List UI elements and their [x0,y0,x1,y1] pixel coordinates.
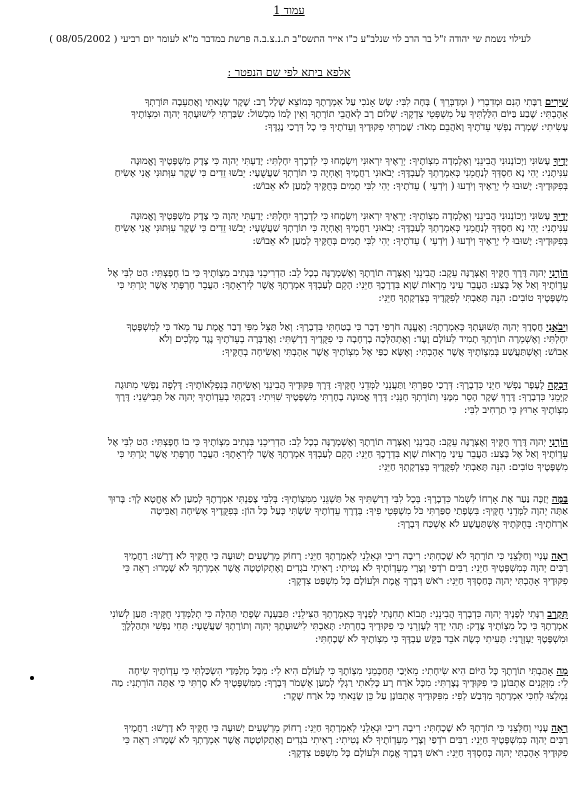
section-lead-word: רְאֵה [551,551,568,562]
section-lead-word: הוֹרֵנִי [549,268,568,279]
section-line [12,211,568,223]
section-line-text: יִחָלְתִּי: וְאֶשְׁמְרָה תוֹרָתְךָ תָמִיד לְעוֹלָם וָעֶד: וְאֶתְהַלְּכָה בָרְחָבָה כִּי פִקֻּדֶיךָ דָרָשְׁתִּי: וַאֲדַבְּרָה בְעֵדֹתֶיךָ נֶגֶד מְלָכִים וְלֹא [158,334,568,346]
page-number [0,4,578,17]
psalm-section [12,268,568,305]
page-heading-text: אלפא ביתא לפי שם הנפטר : [227,66,351,79]
section-line-text: עָשׂוּנִי וַיְכוֹנְנוּנִי הֲבִינֵנִי וְאֶלְמְדָה מִצְוֹתֶיךָ: יְרֵאֶיךָ יִרְאוּנִי וְיִשְׂמָחוּ כִּי לִדְבָרְךָ יִחָלְתִּי: יָדַעְתִּי יְהוָה כִּי צֶדֶק מִשְׁפָּטֶיךָ וֶאֱמוּנָה [130,156,551,167]
section-line-text: אָהַבְתִּי תוֹרָתֶךָ כָּל הַיּוֹם הִיא שִׂיחָתִי: מֵאֹיְבַי תְּחַכְּמֵנִי מִצְוֹתֶךָ כִּי לְעוֹלָם הִיא לִי: מִכָּל מְלַמְּדַי הִשְׂכַּלְתִּי כִּי עֵדְוֹתֶיךָ שִׂיחָה [128,666,554,677]
section-line [12,223,568,235]
section-line-text: עָשִׂיתִי: שָׁמְרָה נַפְשִׁי עֵדֹתֶיךָ וָאֹהֲבֵם מְאֹד: שָׁמַרְתִּי פִקּוּדֶיךָ וְעֵדֹתֶיךָ כִּי כָל דְּרָכַי נֶגְדֶּךָ: [264,121,568,133]
section-lead-word: יָדֶיךָ [553,156,568,167]
page-number-label: עמוד 1 [273,4,305,17]
memorial-dedication [16,34,564,46]
section-line [12,293,568,305]
section-line [12,168,568,180]
psalm-section [12,666,568,703]
section-line-text: לֶעָפָר נַפְשִׁי חַיֵּנִי כִּדְבָרֶךָ: דְּרָכַי סִפַּרְתִּי וַתַּעֲנֵנִי לַמְּדֵנִי חֻקֶּיךָ: דֶּרֶךְ פִּקּוּדֶיךָ הֲבִינֵנִי וְאָשִׂיחָה בְּנִפְלְאוֹתֶיךָ: דָּלְפָה נַפְשִׁי מִתּוּגָה [114,380,545,391]
section-line [12,563,568,575]
section-line [12,392,568,404]
psalm-section [12,494,568,531]
section-line [12,437,568,449]
section-line-text: וּמִשְׁפָּטֶךָ יַעְזְרֻנִי: תָּעִיתִי כְּשֶׂה אֹבֵד בַּקֵּשׁ עַבְדֶּךָ כִּי מִצְוֹתֶיךָ לֹא שָׁכָחְתִּי: [315,633,568,645]
section-line-text: אִמְרָתֶךָ כִּי כָל מִצְוֹתֶיךָ צֶּדֶק: תְּהִי יָדְךָ לְעָזְרֵנִי כִּי פִקּוּדֶיךָ בָחָרְתִּי: תָּאַבְתִּי לִישׁוּעָתְךָ יְהוָה וְתוֹרָתְךָ שַׁעֲשֻׁעָי: תְּחִי נַפְשִׁי וּתְהַלְלֶךָּ [121,621,568,633]
section-line-text: עָשׂוּנִי וַיְכוֹנְנוּנִי הֲבִינֵנִי וְאֶלְמְדָה מִצְוֹתֶיךָ: יְרֵאֶיךָ יִרְאוּנִי וְיִשְׂמָחוּ כִּי לִדְבָרְךָ יִחָלְתִּי: יָדַעְתִּי יְהוָה כִּי צֶדֶק מִשְׁפָּטֶיךָ וֶאֱמוּנָה [130,211,551,222]
section-line [12,462,568,474]
section-line-text: בְּפִקּוּדֶיךָ: יָשׁוּבוּ לִי יְרֵאֶיךָ וְיֹדְעוּ ( וְיֹדְעֵי ) עֵדֹתֶיךָ: יְהִי לִבִּי תָמִים בְּחֻקֶּיךָ לְמַעַן לֹא אֵבוֹשׁ: [252,180,568,192]
section-line-text: עֵדְוֹתֶיךָ וְאַל אֶל בָּצַע: הַעֲבֵר עֵינַי מֵרְאוֹת שָׁוְא בִּדְרָכֶךָ חַיֵּנִי: הָקֵם לְעַבְדְּךָ אִמְרָתֶךָ אֲשֶׁר לְיִרְאָתֶךָ: הַעֲבֵר חֶרְפָּתִי אֲשֶׁר יָגֹרְתִּי כִּי [117,449,568,461]
psalm-section [12,380,568,417]
section-line-text: פִקּוּדֶיךָ אָהָבְתִּי יְהוָה כְּחַסְדְּךָ חַיֵּנִי: רֹאשׁ דְּבָרְךָ אֱמֶת וּלְעוֹלָם כָּל מִשְׁפַּט צִדְקֶךָ: [287,575,568,587]
section-line [12,322,568,334]
section-line-text: רַבִּים יְהוָה כְּמִשְׁפָּטֶיךָ חַיֵּנִי: רַבִּים רֹדְפַי וְצָרָי מֵעֵדְוֹתֶיךָ לֹא נָטִיתִי: רָאִיתִי בֹגְדִים וָאֶתְקוֹטָטָה אֲשֶׁר אִמְרָתְךָ לֹא שָׁמָרוּ: רְאֵה כִּי [122,735,568,747]
psalm-section [12,437,568,474]
section-line [12,181,568,193]
section-lead-word: רְאֵה [551,723,568,734]
section-line [12,735,568,747]
section-line-text: עֵדְוֹתֶיךָ וְאַל אֶל בָּצַע: הַעֲבֵר עֵינַי מֵרְאוֹת שָׁוְא בִּדְרָכֶךָ חַיֵּנִי: הָקֵם לְעַבְדְּךָ אִמְרָתֶךָ אֲשֶׁר לְיִרְאָתֶךָ: הַעֲבֵר חֶרְפָּתִי אֲשֶׁר יָגֹרְתִּי כִּי [117,280,568,292]
section-line-text: רִנָּתִי לְפָנֶיךָ יְהוָה כִּדְבָרְךָ הֲבִינֵנִי: תָּבוֹא תְחִנָּתִי לְפָנֶיךָ כְּאִמְרָתְךָ הַצִּילֵנִי: תַּבַּעְנָה שְׂפָתַי תְּהִלָּה כִּי תְלַמְּדֵנִי חֻקֶּיךָ: תַּעַן לְשׁוֹנִי [109,609,545,620]
section-line-text: אֹרְחֹתֶיךָ: בְּחֻקֹּתֶיךָ אֶשְׁתַּעֲשָׁע לֹא אֶשְׁכַּח דְּבָרֶךָ: [397,518,568,530]
section-line [12,122,568,134]
section-line-text: עִנִּיתָנִי: יְהִי נָא חַסְדְּךָ לְנַחֲמֵנִי כְּאִמְרָתְךָ לְעַבְדֶּךָ: יְבֹאוּנִי רַחֲמֶיךָ וְאֶחְיֶה כִּי תוֹרָתְךָ שַׁעֲשֻׁעָי: יֵבֹשׁוּ זֵדִים כִּי שֶׁקֶר עִוְּתוּנִי אֲנִי אָשִׂיחַ [114,223,568,235]
section-line [12,405,568,417]
section-line-text: יְזַכֶּה נַּעַר אֶת אָרְחוֹ לִשְׁמֹר כִּדְבָרֶךָ: בְּכָל לִבִּי דְרַשְׁתִּיךָ אַל תַּשְׁגֵּנִי מִמִּצְוֹתֶיךָ: בְּלִבִּי צָפַנְתִּי אִמְרָתֶךָ לְמַעַן לֹא אֶחֱטָא לָךְ: בָּרוּךְ [108,494,549,505]
section-lead-word: בַּמֶּה [551,494,568,505]
section-line-text: לִי: מִזְּקֵנִים אֶתְבּוֹנָן כִּי פִקּוּדֶיךָ נָצָרְתִּי: מִכָּל אֹרַח רָע כָּלִאתִי רַגְלָי לְמַעַן אֶשְׁמֹר דְּבָרֶךָ: מִמִּשְׁפָּטֶיךָ לֹא סָרְתִּי כִּי אַתָּה הוֹרֵתָנִי: מַה [111,678,568,690]
section-line-text: קַיְּמֵנִי כִּדְבָרֶךָ: דֶּרֶךְ שֶׁקֶר הָסֵר מִמֶּנִּי וְתוֹרָתְךָ חָנֵּנִי: דֶּרֶךְ אֱמוּנָה בָחָרְתִּי מִשְׁפָּטֶיךָ שִׁוִּיתִי: דָּבַקְתִּי בְעֵדְוֹתֶיךָ יְהוָה אַל תְּבִישֵׁנִי: דֶּרֶךְ [115,392,568,404]
section-line [12,634,568,646]
section-line [12,519,568,531]
section-line [12,609,568,621]
section-line [12,748,568,760]
section-line-text: נִּמְלְצוּ לְחִכִּי אִמְרָתֶךָ מִדְּבַשׁ לְפִי: מִפִּקּוּדֶיךָ אֶתְבּוֹנָן עַל כֵּן שָׂנֵאתִי כָּל אֹרַח שָׁקֶר: [282,690,568,702]
section-line [12,280,568,292]
psalm-section [12,609,568,646]
psalm-section [12,156,568,193]
psalm-section [12,551,568,588]
section-line [12,506,568,518]
section-line [12,723,568,735]
section-lead-word: יָדֶיךָ [553,211,568,222]
section-lead-word: תִּקְרַב [547,609,568,620]
section-line-text: אַתָּה יְהוָה לַמְּדֵנִי חֻקֶּיךָ: בִּשְׂפָתַי סִפַּרְתִּי כֹּל מִשְׁפְּטֵי פִיךָ: בְּדֶרֶךְ עֵדְוֹתֶיךָ שַׂשְׂתִּי כְּעַל כָּל הוֹן: בְּפִקֻּדֶיךָ אָשִׂיחָה וְאַבִּיטָה [150,506,568,518]
section-line [12,449,568,461]
section-line [12,621,568,633]
section-lead-word: דָּבְקָה [547,380,568,391]
section-line [12,576,568,588]
section-line-text: מִשְׁפָּטֶיךָ טוֹבִים: הִנֵּה תָּאַבְתִּי לְפִקֻּדֶיךָ בְּצִדְקָתְךָ חַיֵּנִי: [378,461,568,473]
section-lead-word: שִׁירִים [545,97,568,108]
psalm-section [12,723,568,760]
section-line [12,347,568,359]
section-lead-word: הוֹרֵנִי [549,437,568,448]
section-line-text: מִצְוֹתֶיךָ אָרוּץ כִּי תַרְחִיב לִבִּי: [464,404,568,416]
section-line [12,97,568,109]
section-line [12,678,568,690]
section-line-text: מִשְׁפָּטֶיךָ טוֹבִים: הִנֵּה תָּאַבְתִּי לְפִקֻּדֶיךָ בְּצִדְקָתְךָ חַיֵּנִי: [378,292,568,304]
section-line [12,691,568,703]
section-line-text: יְהוָה דֶּרֶךְ חֻקֶּיךָ וְאֶצְּרֶנָּה עֵקֶב: הֲבִינֵנִי וְאֶצְּרָה תוֹרָתֶךָ וְאֶשְׁמְרֶנָּה בְכָל לֵב: הַדְרִיכֵנִי בִּנְתִיב מִצְוֹתֶיךָ כִּי בוֹ חָפָצְתִּי: הַט לִבִּי אֶל [107,268,547,279]
section-line [12,494,568,506]
section-lead-word: מָה [556,666,568,677]
section-line [12,551,568,563]
section-line [12,236,568,248]
section-line [12,268,568,280]
psalm-section [12,322,568,359]
section-line-text: עָנְיִי וְחַלְּצֵנִי כִּי תוֹרָתְךָ לֹא שָׁכָחְתִּי: רִיבָה רִיבִי וּגְאָלֵנִי לְאִמְרָתְךָ חַיֵּנִי: רָחוֹק מֵרְשָׁעִים יְשׁוּעָה כִּי חֻקֶּיךָ לֹא דָרָשׁוּ: רַחֲמֶיךָ [123,723,549,734]
section-line-text: פִקּוּדֶיךָ אָהָבְתִּי יְהוָה כְּחַסְדְּךָ חַיֵּנִי: רֹאשׁ דְּבָרְךָ אֱמֶת וּלְעוֹלָם כָּל מִשְׁפַּט צִדְקֶךָ: [287,747,568,759]
section-line-text: רַבִּים יְהוָה כְּמִשְׁפָּטֶיךָ חַיֵּנִי: רַבִּים רֹדְפַי וְצָרָי מֵעֵדְוֹתֶיךָ לֹא נָטִיתִי: רָאִיתִי בֹגְדִים וָאֶתְקוֹטָטָה אֲשֶׁר אִמְרָתְךָ לֹא שָׁמָרוּ: רְאֵה כִּי [122,563,568,575]
section-line-text: עָנְיִי וְחַלְּצֵנִי כִּי תוֹרָתְךָ לֹא שָׁכָחְתִּי: רִיבָה רִיבִי וּגְאָלֵנִי לְאִמְרָתְךָ חַיֵּנִי: רָחוֹק מֵרְשָׁעִים יְשׁוּעָה כִּי חֻקֶּיךָ לֹא דָרָשׁוּ: רַחֲמֶיךָ [123,551,549,562]
memorial-date: ( 08/05/2002 ) [49,34,118,45]
psalm-section [12,97,568,134]
section-line-text: אָהָבְתִּי: שֶׁבַע בַּיּוֹם הִלַּלְתִּיךָ עַל מִשְׁפְּטֵי צִדְקֶךָ: שָׁלוֹם רָב לְאֹהֲבֵי תוֹרָתֶךָ וְאֵין לָמוֹ מִכְשׁוֹל: שִׂבַּרְתִּי לִישׁוּעָתְךָ יְהוָה וּמִצְוֹתֶיךָ [131,109,568,121]
page-heading [0,66,578,79]
bullet-mark [30,676,34,680]
section-line-text: יְהוָה דֶּרֶךְ חֻקֶּיךָ וְאֶצְּרֶנָּה עֵקֶב: הֲבִינֵנִי וְאֶצְּרָה תוֹרָתֶךָ וְאֶשְׁמְרֶנָּה בְכָל לֵב: הַדְרִיכֵנִי בִּנְתִיב מִצְוֹתֶיךָ כִּי בוֹ חָפָצְתִּי: הַט לִבִּי אֶל [107,437,547,448]
psalm-section [12,211,568,248]
section-line [12,666,568,678]
section-line-text: רַבָּתִי הָנִם וּמְדִבְרִי ( וּמְדַבְּרֵךְ ) בְּחָה לִבִּי: שָׂשׂ אָנֹכִי עַל אִמְרָתֶךָ כְּמוֹצֵא שָׁלָל רָב: שֶׁקֶר שָׂנֵאתִי וָאֲתַעֵבָה תּוֹרָתְךָ [144,97,542,108]
section-line [12,156,568,168]
section-line-text: חֲסָדֶךָ יְהוָה תְּשׁוּעָתְךָ כְּאִמְרָתֶךָ: וְאֶעֱנֶה חֹרְפִי דָבָר כִּי בָטַחְתִּי בִּדְבָרֶךָ: וְאַל תַּצֵּל מִפִּי דְבַר אֱמֶת עַד מְאֹד כִּי לְמִשְׁפָּטֶךָ [126,322,544,333]
section-line [12,334,568,346]
section-line [12,109,568,121]
section-lead-word: וִיבֹאֻנִי [546,322,568,333]
memorial-text: לעילוי נשמת שי יהודה ז"ל בר הרב לוי שנלב"ע כ"ו אייר התשס"ב ת.נ.צ.ב.ה פרשת במדבר מ"א לעומר יום רביעי [120,34,531,45]
section-line-text: אֵבוֹשׁ: וְאֶשְׁתַּעֲשַׁע בְּמִצְוֹתֶיךָ אֲשֶׁר אָהָבְתִּי: וְאֶשָּׂא כַפַּי אֶל מִצְוֹתֶיךָ אֲשֶׁר אָהָבְתִּי וְאָשִׂיחָה בְחֻקֶּיךָ: [221,346,568,358]
section-line [12,380,568,392]
section-line-text: בְּפִקּוּדֶיךָ: יָשׁוּבוּ לִי יְרֵאֶיךָ וְיֹדְעוּ ( וְיֹדְעֵי ) עֵדֹתֶיךָ: יְהִי לִבִּי תָמִים בְּחֻקֶּיךָ לְמַעַן לֹא אֵבוֹשׁ: [252,235,568,247]
section-line-text: עִנִּיתָנִי: יְהִי נָא חַסְדְּךָ לְנַחֲמֵנִי כְּאִמְרָתְךָ לְעַבְדֶּךָ: יְבֹאוּנִי רַחֲמֶיךָ וְאֶחְיֶה כִּי תוֹרָתְךָ שַׁעֲשֻׁעָי: יֵבֹשׁוּ זֵדִים כִּי שֶׁקֶר עִוְּתוּנִי אֲנִי אָשִׂיחַ [114,168,568,180]
